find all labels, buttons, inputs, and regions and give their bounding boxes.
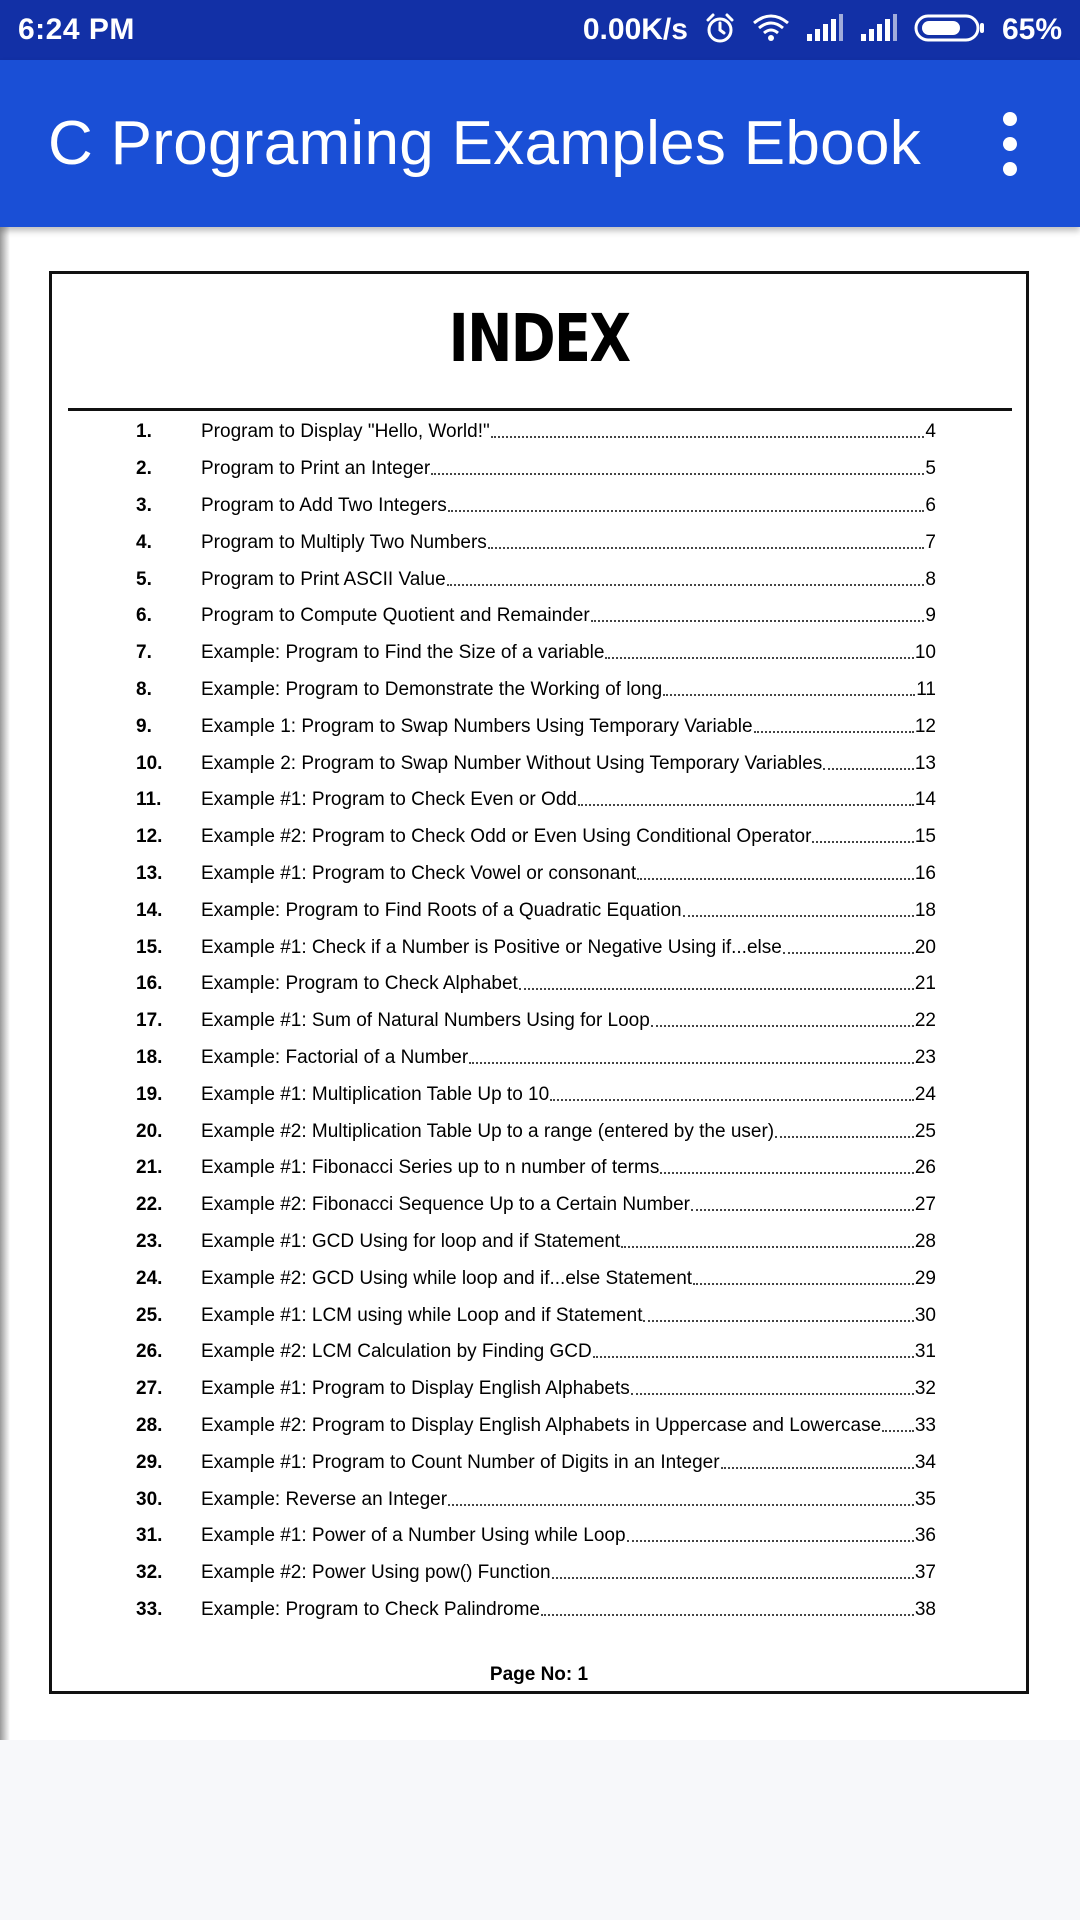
toc-entry-number: 25.	[136, 1304, 163, 1326]
toc-entry-page: 22	[914, 1010, 936, 1032]
toc-entry-title: Example #1: Power of a Number Using while Loop	[201, 1525, 626, 1547]
app-title: C Programing Examples Ebook	[48, 109, 922, 178]
toc-entry-title: Example: Program to Find Roots of a Quadratic Equation	[201, 899, 682, 921]
toc-entry-number: 15.	[136, 936, 163, 958]
toc-entry-page: 21	[914, 973, 936, 995]
signal-icon	[860, 14, 898, 47]
toc-entry-page: 4	[925, 421, 936, 443]
network-speed: 0.00K/s	[582, 13, 688, 46]
toc-entry-page: 23	[914, 1046, 936, 1068]
toc-entry-page: 9	[925, 605, 936, 627]
toc-entry-title: Example: Program to Find the Size of a variable	[201, 642, 605, 664]
toc-entry-title: Program to Print an Integer	[201, 458, 431, 480]
toc-entry-number: 12.	[136, 826, 163, 848]
toc-entry-number: 33.	[136, 1598, 163, 1620]
toc-entry-page: 33	[914, 1414, 936, 1436]
toc-entry-page: 31	[914, 1341, 936, 1363]
toc-entry-title: Program to Compute Quotient and Remainder	[201, 605, 590, 627]
toc-entry-title: Example #1: GCD Using for loop and if Statement	[201, 1230, 621, 1252]
toc-entry-number: 10.	[136, 752, 163, 774]
toc-entry-page: 7	[925, 531, 936, 553]
toc-entry-page: 12	[914, 715, 936, 737]
toc-entry-number: 29.	[136, 1451, 163, 1473]
toc-entry-title: Example #1: Check if a Number is Positive or Negative Using if...else	[201, 936, 782, 958]
page-number: Page No: 1	[489, 1664, 589, 1685]
toc-entry-title: Program to Print ASCII Value	[201, 568, 446, 590]
toc-entry-title: Example #1: Program to Count Number of Digits in an Integer	[201, 1451, 720, 1473]
toc-entry-title: Example #2: GCD Using while loop and if...else Statement	[201, 1267, 693, 1289]
wifi-icon	[752, 13, 790, 48]
toc-entry-title: Example #2: LCM Calculation by Finding GCD	[201, 1341, 592, 1363]
toc-entry-number: 22.	[136, 1194, 163, 1216]
toc-entry-title: Example #1: Sum of Natural Numbers Using for Loop	[201, 1010, 650, 1032]
toc-entry-page: 35	[914, 1488, 936, 1510]
toc-entry-number: 13.	[136, 862, 163, 884]
toc-entry-page: 16	[914, 862, 936, 884]
toc-entry-title: Example #1: LCM using while Loop and if Statement	[201, 1304, 643, 1326]
toc-entry-number: 26.	[136, 1341, 163, 1363]
toc-entry-number: 31.	[136, 1525, 163, 1547]
toc-entry-page: 6	[925, 494, 936, 516]
battery-icon	[914, 13, 986, 48]
toc-entry-page: 15	[914, 826, 936, 848]
pdf-page	[49, 271, 1029, 1694]
toc-entry-page: 11	[916, 678, 936, 700]
toc-entry-number: 21.	[136, 1157, 163, 1179]
toc-entry-page: 13	[914, 752, 936, 774]
toc-entry-page: 32	[914, 1378, 936, 1400]
toc-entry-page: 8	[925, 568, 936, 590]
toc-entry-title: Example #1: Fibonacci Series up to n number of terms	[201, 1157, 660, 1179]
menu-dot	[1003, 162, 1017, 176]
toc-entry-page: 5	[925, 458, 936, 480]
menu-dot	[1003, 112, 1017, 126]
toc-entry-title: Example #1: Program to Check Vowel or consonant	[201, 862, 637, 884]
toc-entry-page: 28	[914, 1230, 936, 1252]
status-bar	[0, 0, 1080, 60]
toc-entry-page: 18	[914, 899, 936, 921]
toc-entry-title: Example: Program to Check Alphabet	[201, 973, 518, 995]
page-edge-shadow	[0, 227, 10, 1740]
toc-entry-number: 5.	[136, 568, 152, 590]
toc-entry-number: 1.	[136, 421, 152, 443]
menu-dot	[1003, 137, 1017, 151]
toc-entry-page: 30	[914, 1304, 936, 1326]
toc-entry-number: 30.	[136, 1488, 163, 1510]
index-heading: INDEX	[448, 300, 630, 377]
toc-entry-number: 19.	[136, 1083, 163, 1105]
toc-entry-title: Example #2: Program to Display English Alphabets in Uppercase and Lowercase	[201, 1414, 882, 1436]
toc-entry-title: Example #2: Fibonacci Sequence Up to a Certain Number	[201, 1194, 690, 1216]
toc-entry-number: 20.	[136, 1120, 163, 1142]
toc-entry-number: 4.	[136, 531, 152, 553]
toc-entry-page: 37	[914, 1562, 936, 1584]
toc-entry-page: 34	[914, 1451, 936, 1473]
toc-entry-number: 7.	[136, 642, 152, 664]
signal-icon	[806, 14, 844, 47]
toc-entry-title: Example #2: Multiplication Table Up to a range (entered by the user)	[201, 1120, 775, 1142]
toc-entry-title: Example #1: Program to Display English Alphabets	[201, 1378, 630, 1400]
toc-entry-page: 26	[914, 1157, 936, 1179]
status-time: 6:24 PM	[18, 13, 135, 46]
toc-entry-page: 24	[914, 1083, 936, 1105]
alarm-icon	[704, 12, 736, 49]
toc-entry-number: 3.	[136, 494, 152, 516]
toc-entry-number: 2.	[136, 458, 152, 480]
toc-entry-title: Program to Add Two Integers	[201, 494, 447, 516]
toc-entry-page: 10	[914, 642, 936, 664]
toc-entry-title: Example #1: Program to Check Even or Odd	[201, 789, 577, 811]
toc-entry-title: Example: Reverse an Integer	[201, 1488, 448, 1510]
toc-entry-number: 27.	[136, 1378, 163, 1400]
battery-percent: 65%	[1001, 13, 1062, 46]
toc-entry-number: 9.	[136, 715, 152, 737]
pdf-viewer[interactable]	[0, 227, 1080, 1740]
toc-entry-title: Example #2: Program to Check Odd or Even Using Conditional Operator	[201, 826, 812, 848]
toc-entry-page: 14	[914, 789, 936, 811]
toc-entry-title: Example: Factorial of a Number	[201, 1046, 469, 1068]
toc-entry-number: 18.	[136, 1046, 163, 1068]
toc-entry-number: 32.	[136, 1562, 163, 1584]
toc-entry-title: Example #2: Power Using pow() Function	[201, 1562, 551, 1584]
toc-entry-number: 17.	[136, 1010, 163, 1032]
toc-entry-title: Program to Multiply Two Numbers	[201, 531, 487, 553]
toc-entry-number: 14.	[136, 899, 163, 921]
toc-entry-page: 20	[914, 936, 936, 958]
toc-entry-page: 25	[914, 1120, 936, 1142]
toc-entry-number: 8.	[136, 678, 152, 700]
toc-entry-page: 36	[914, 1525, 936, 1547]
toc-entry-title: Example #1: Multiplication Table Up to 10	[201, 1083, 550, 1105]
toc-entry-title: Example: Program to Demonstrate the Working of long	[201, 678, 663, 700]
toc-entry-title: Program to Display "Hello, World!"	[201, 421, 490, 443]
toc-entry-page: 27	[914, 1194, 936, 1216]
toc-entry-title: Example 1: Program to Swap Numbers Using Temporary Variable	[201, 715, 753, 737]
toc-entry-number: 6.	[136, 605, 152, 627]
toc-entry-title: Example: Program to Check Palindrome	[201, 1598, 540, 1620]
toc-entry-page: 38	[914, 1598, 936, 1620]
toc-entry-number: 16.	[136, 973, 163, 995]
status-icons	[583, 12, 1062, 49]
toc-entry-number: 24.	[136, 1267, 163, 1289]
app-bar	[0, 60, 1080, 227]
toc-entry-page: 29	[914, 1267, 936, 1289]
toc-entry-number: 11.	[136, 789, 162, 811]
toc-entry-number: 23.	[136, 1230, 163, 1252]
toc-entry-title: Example 2: Program to Swap Number Without Using Temporary Variables	[201, 752, 823, 774]
more-vert-icon[interactable]	[980, 94, 1040, 194]
toc-entry-number: 28.	[136, 1414, 163, 1436]
